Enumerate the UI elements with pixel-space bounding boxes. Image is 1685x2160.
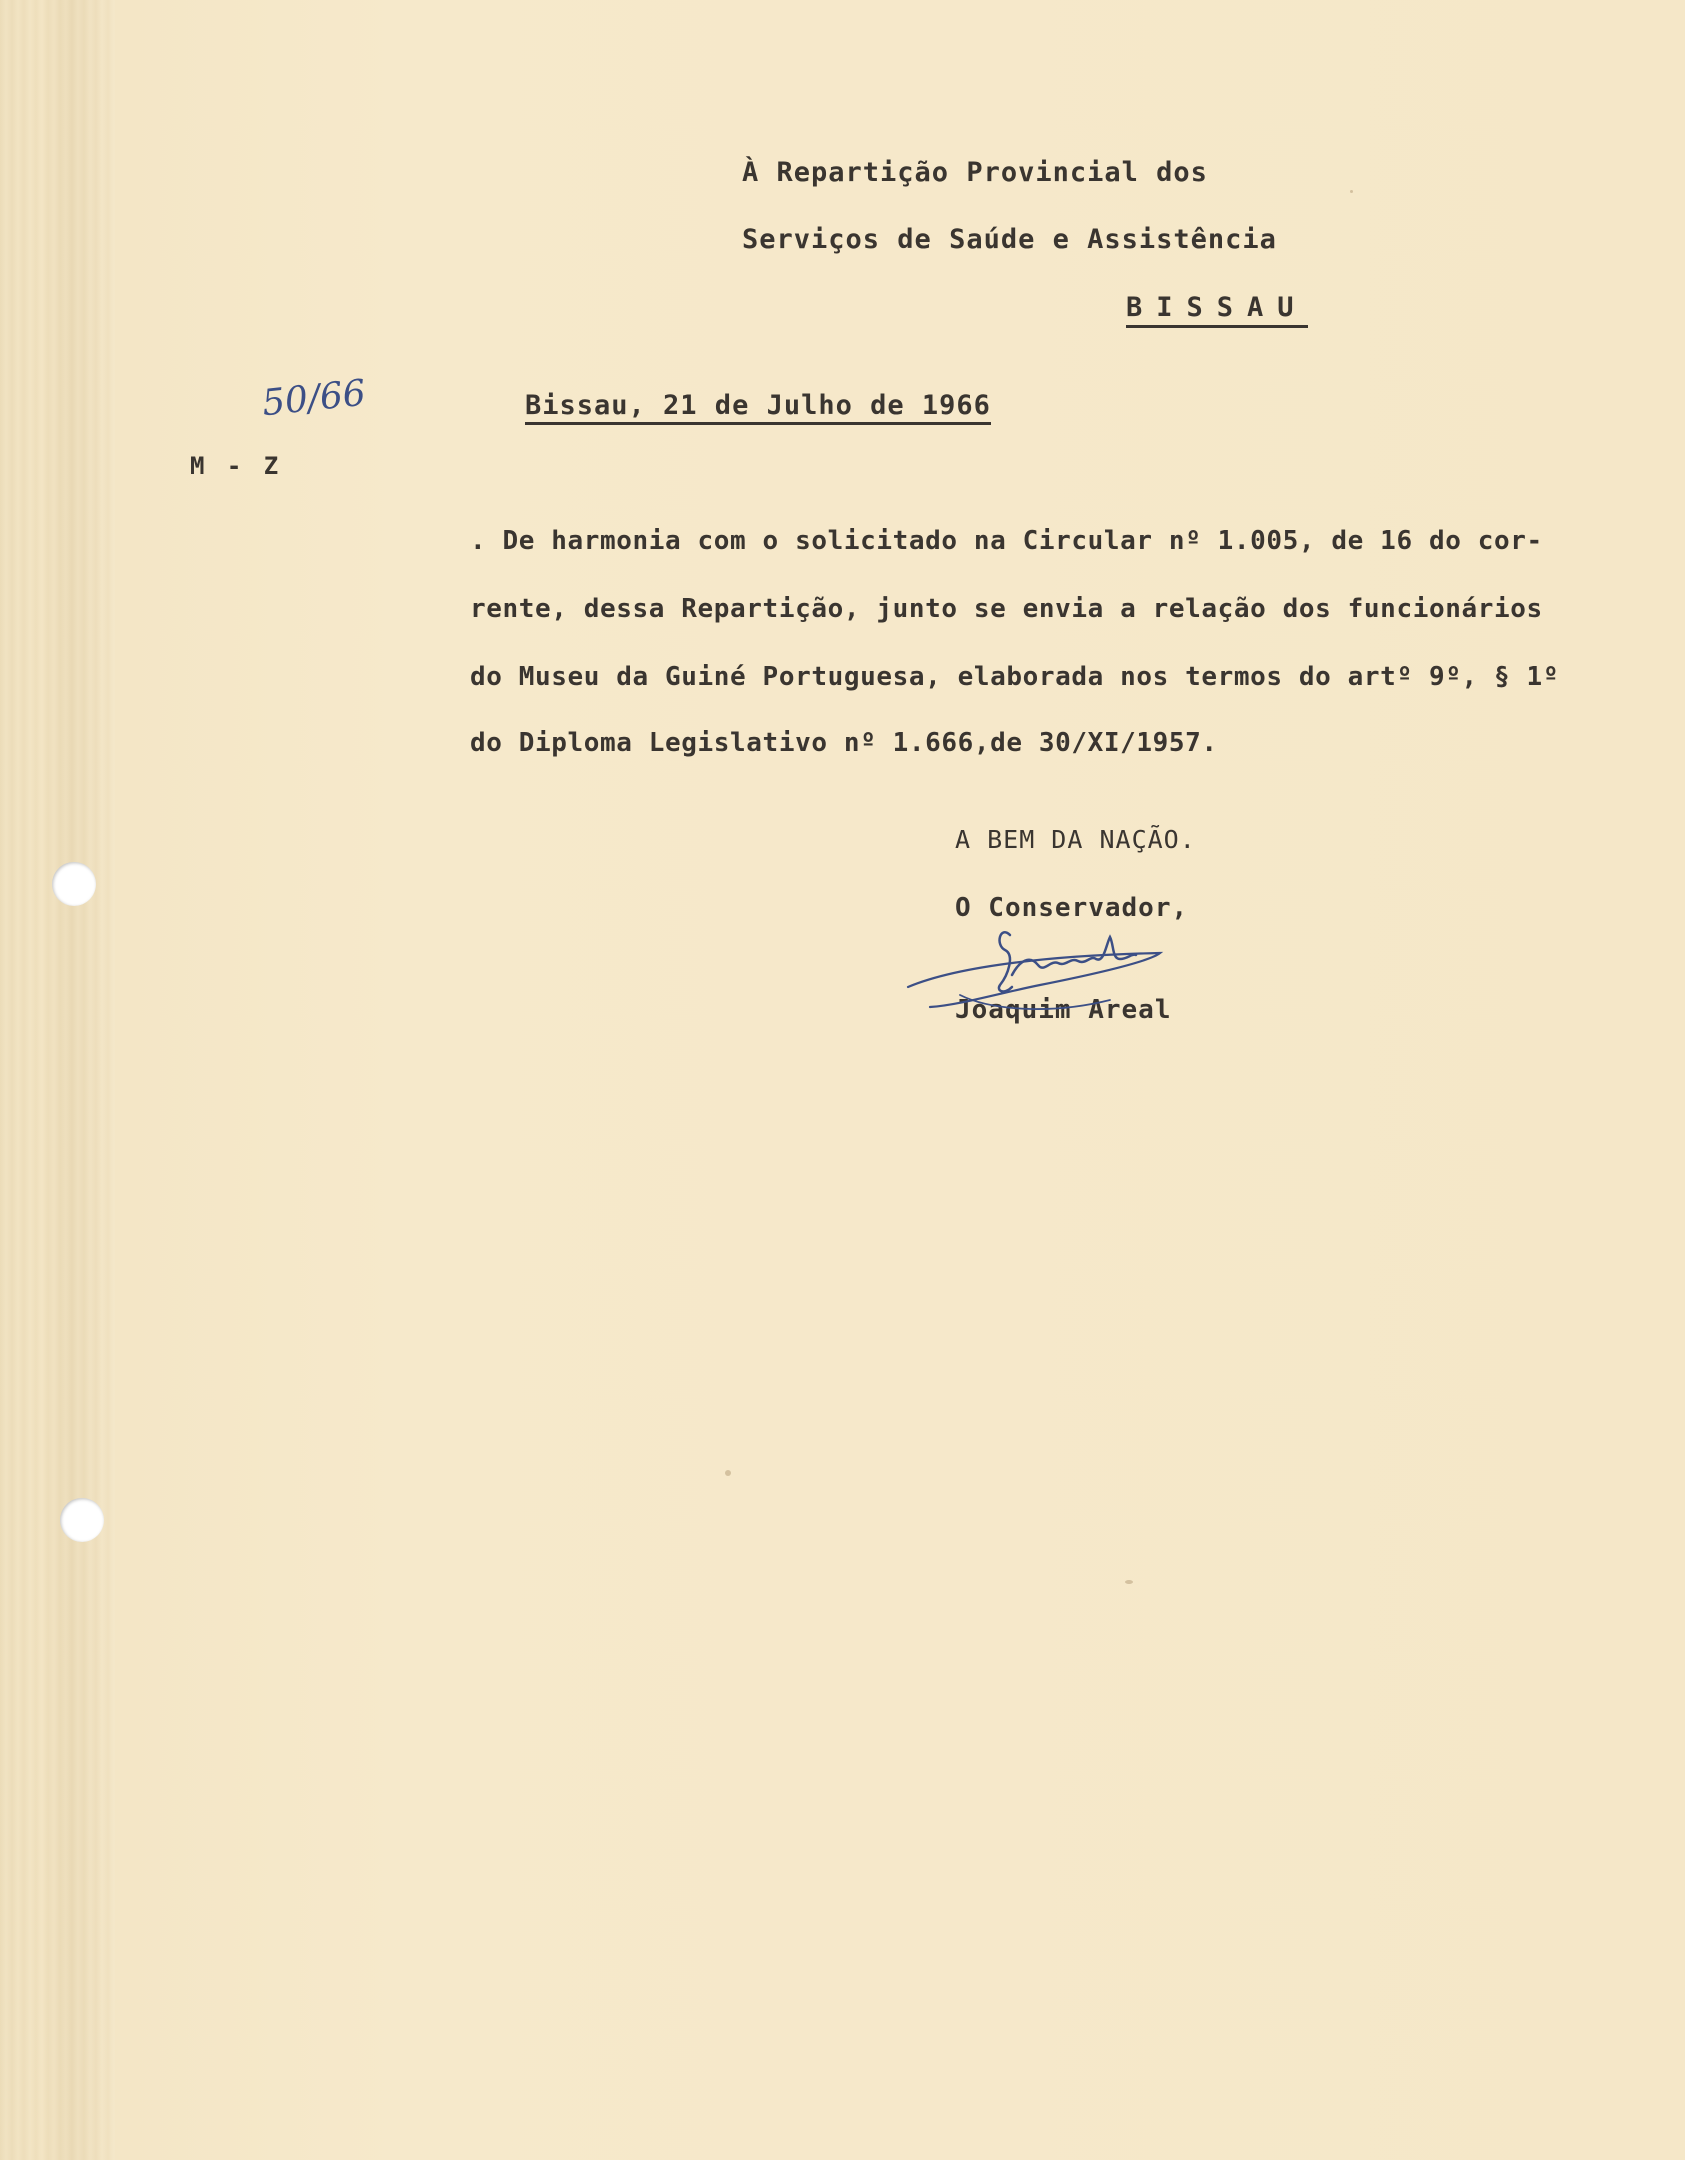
body-line-4: do Diploma Legislativo nº 1.666,de 30/XI/1957.	[470, 728, 1218, 758]
signatory-title: O Conservador,	[955, 893, 1189, 923]
paper-speck	[1125, 1580, 1133, 1584]
letter-date: Bissau, 21 de Julho de 1966	[525, 390, 991, 425]
closing-salutation: A BEM DA NAÇÃO.	[955, 825, 1196, 854]
signatory-name: Joaquim Areal	[955, 995, 1172, 1025]
punch-hole-bottom	[60, 1498, 104, 1542]
body-line-1: . De harmonia com o solicitado na Circular nº 1.005, de 16 do cor-	[470, 526, 1543, 556]
recipient-line-2: Serviços de Saúde e Assistência	[742, 224, 1277, 255]
body-line-2: rente, dessa Repartição, junto se envia a relação dos funcionários	[470, 594, 1543, 624]
recipient-line-1: À Repartição Provincial dos	[742, 157, 1208, 188]
paper-speck	[725, 1470, 731, 1476]
paper-edge	[0, 0, 115, 2160]
body-line-3: do Museu da Guiné Portuguesa, elaborada nos termos do artº 9º, § 1º	[470, 662, 1559, 692]
reference-code: M - Z	[190, 452, 283, 480]
handwritten-signature	[900, 915, 1200, 1025]
recipient-city: BISSAU	[1126, 292, 1308, 328]
punch-hole-top	[52, 862, 96, 906]
paper-speck	[1350, 190, 1353, 193]
handwritten-number: 50/66	[260, 372, 368, 425]
